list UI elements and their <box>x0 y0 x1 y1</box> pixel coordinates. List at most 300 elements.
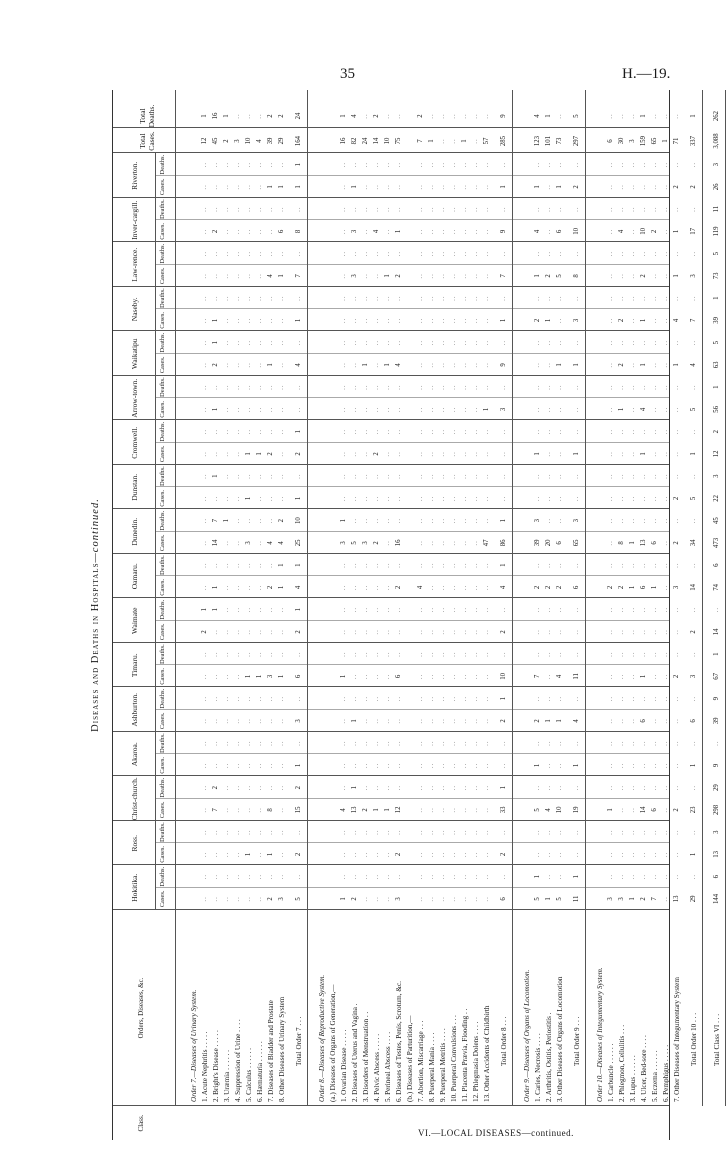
table-cell: 101 <box>545 135 552 147</box>
table-cell: .. <box>472 651 479 657</box>
table-cell: .. <box>607 517 614 524</box>
table-cell: .. <box>573 829 580 835</box>
table-cell: .. <box>461 451 468 457</box>
table-cell: .. <box>267 629 274 635</box>
table-cell: .. <box>267 428 274 435</box>
table-cell: 1 <box>267 185 274 189</box>
table-cell: 2 <box>295 852 302 857</box>
table-cell: 1 <box>295 318 302 323</box>
table-cell: 1 <box>690 452 697 456</box>
table-cell: .. <box>201 451 208 457</box>
table-cell: .. <box>618 113 625 119</box>
table-cell: .. <box>245 740 252 746</box>
table-cell: .. <box>384 250 391 257</box>
table-cell: 1 <box>534 452 541 456</box>
deaths-subheader: Deaths. <box>159 644 166 664</box>
table-cell: .. <box>662 718 669 724</box>
table-cell: .. <box>428 473 435 479</box>
row-label: 4. Suppression of Urine . . . . <box>234 1019 242 1102</box>
table-cell: .. <box>472 406 479 413</box>
table-cell: .. <box>373 718 380 724</box>
class-column <box>113 1106 669 1140</box>
table-cell: .. <box>267 762 274 769</box>
table-cell: .. <box>245 339 252 346</box>
table-cell: 4 <box>573 719 580 723</box>
table-cell: .. <box>384 851 391 858</box>
table-cell: .. <box>201 784 208 791</box>
table-cell: .. <box>690 384 697 390</box>
table-cell: .. <box>428 651 435 657</box>
table-cell: .. <box>256 161 263 168</box>
table-cell: .. <box>450 629 457 635</box>
table-cell: .. <box>395 451 402 457</box>
table-cell: .. <box>384 540 391 546</box>
table-cell: .. <box>295 651 302 657</box>
table-cell: .. <box>384 562 391 568</box>
table-cell: 74 <box>713 583 720 591</box>
rotated-table-region <box>90 90 721 1140</box>
table-cell: .. <box>340 339 347 346</box>
table-cell: .. <box>384 695 391 702</box>
table-cell: .. <box>483 718 490 724</box>
table-cell: .. <box>384 517 391 524</box>
table-cell: .. <box>201 517 208 524</box>
table-cell: .. <box>651 362 658 368</box>
table-cell: .. <box>384 384 391 390</box>
section-rule <box>585 90 586 1106</box>
table-cell: .. <box>651 451 658 457</box>
table-cell: .. <box>461 718 468 724</box>
table-cell: .. <box>439 629 446 635</box>
table-cell: .. <box>201 540 208 546</box>
table-cell: .. <box>373 339 380 346</box>
table-cell: .. <box>362 629 369 635</box>
table-cell: 56 <box>713 405 720 413</box>
table-cell: .. <box>483 584 490 591</box>
table-cell: .. <box>556 517 563 524</box>
table-cell: .. <box>245 184 252 190</box>
table-cell: 1 <box>351 719 358 723</box>
table-cell: .. <box>234 540 241 546</box>
table-cell: .. <box>545 406 552 413</box>
table-cell: 6 <box>651 808 658 812</box>
table-cell: 10 <box>556 806 563 814</box>
table-cell: .. <box>662 113 669 119</box>
table-cell: 16 <box>212 112 219 120</box>
table-cell: .. <box>713 606 720 613</box>
table-cell: .. <box>362 762 369 769</box>
table-cell: .. <box>245 473 252 479</box>
table-cell: 8 <box>295 229 302 234</box>
table-cell: .. <box>483 206 490 212</box>
table-cell: 3 <box>351 229 358 234</box>
table-cell: 1 <box>545 114 552 118</box>
table-cell: .. <box>651 161 658 168</box>
table-cell: 7 <box>212 518 219 523</box>
table-cell: .. <box>223 540 230 546</box>
table-cell: .. <box>545 784 552 791</box>
table-cell: .. <box>428 562 435 568</box>
table-cell: 1 <box>267 363 274 367</box>
table-cell: .. <box>607 228 614 235</box>
cases-subheader: Cases. <box>159 667 166 685</box>
table-cell: .. <box>201 228 208 235</box>
cases-subheader: Cases. <box>159 890 166 908</box>
table-cell: .. <box>450 517 457 524</box>
table-cell: .. <box>439 495 446 502</box>
table-cell: .. <box>384 317 391 324</box>
table-cell: .. <box>461 695 468 702</box>
table-cell: .. <box>234 317 241 324</box>
table-cell: 2 <box>351 897 358 901</box>
table-cell: .. <box>278 495 285 502</box>
table-cell: .. <box>662 206 669 212</box>
table-cell: 4 <box>640 407 647 412</box>
table-cell: .. <box>607 762 614 769</box>
table-cell: .. <box>651 517 658 524</box>
table-cell: .. <box>483 784 490 791</box>
table-cell: .. <box>461 362 468 368</box>
table-cell: .. <box>245 295 252 301</box>
table-cell: 1 <box>295 763 302 768</box>
table-cell: .. <box>534 562 541 568</box>
table-cell: .. <box>417 206 424 212</box>
table-cell: .. <box>662 873 669 880</box>
cases-subheader: Cases. <box>159 489 166 507</box>
table-cell: .. <box>245 629 252 635</box>
table-cell: 1 <box>428 139 435 143</box>
table-cell: .. <box>223 184 230 190</box>
table-cell: 30 <box>618 137 625 145</box>
table-cell: 20 <box>545 539 552 547</box>
table-cell: .. <box>384 606 391 613</box>
table-cell: .. <box>223 317 230 324</box>
table-cell: 4 <box>373 229 380 234</box>
table-cell: .. <box>483 428 490 435</box>
table-cell: .. <box>278 651 285 657</box>
table-cell: .. <box>662 807 669 813</box>
table-cell: 1 <box>278 585 285 590</box>
row-label: Total Order 9 . . . <box>573 1016 581 1066</box>
table-cell: .. <box>500 161 507 168</box>
table-cell: .. <box>556 206 563 212</box>
table-cell: .. <box>673 295 680 301</box>
table-cell: .. <box>556 740 563 746</box>
table-cell: .. <box>690 562 697 568</box>
table-row <box>544 90 554 1106</box>
table-cell: .. <box>461 228 468 235</box>
row-label: 5. Perineal Abscess . . . . <box>384 1031 392 1102</box>
table-cell: 1 <box>245 496 252 501</box>
table-cell: .. <box>640 784 647 791</box>
table-cell: 5 <box>713 340 720 345</box>
table-cell: 13 <box>713 850 720 858</box>
table-cell: .. <box>556 161 563 168</box>
table-cell: .. <box>545 295 552 301</box>
table-cell: .. <box>340 562 347 568</box>
table-cell: .. <box>245 562 252 568</box>
table-cell: .. <box>472 339 479 346</box>
table-cell: .. <box>534 384 541 390</box>
table-cell: .. <box>395 740 402 746</box>
table-cell: .. <box>201 384 208 390</box>
table-cell: .. <box>618 206 625 212</box>
table-cell: .. <box>472 206 479 212</box>
table-cell: .. <box>340 695 347 702</box>
table-cell: .. <box>223 651 230 657</box>
hospital-header: Naseby. <box>129 297 139 322</box>
table-cell: .. <box>267 829 274 835</box>
table-cell: .. <box>607 695 614 702</box>
table-cell: .. <box>362 695 369 702</box>
table-cell: 1 <box>212 318 219 323</box>
table-cell: .. <box>483 829 490 835</box>
table-cell: .. <box>651 606 658 613</box>
table-cell: .. <box>573 629 580 635</box>
table-cell: .. <box>690 517 697 524</box>
table-cell: 3 <box>362 541 369 545</box>
table-cell: 1 <box>384 363 391 367</box>
table-row <box>361 90 371 1106</box>
table-cell: .. <box>472 740 479 746</box>
table-cell: .. <box>629 562 636 568</box>
table-cell: .. <box>373 428 380 435</box>
table-cell: 2 <box>267 585 274 590</box>
table-cell: .. <box>500 829 507 835</box>
table-cell: .. <box>439 851 446 858</box>
table-cell: 9 <box>500 363 507 367</box>
table-cell: .. <box>234 762 241 769</box>
table-cell: 2 <box>500 719 507 723</box>
table-cell: .. <box>351 762 358 769</box>
table-cell: 4 <box>534 229 541 234</box>
table-cell: .. <box>278 428 285 435</box>
table-cell: .. <box>340 629 347 635</box>
deaths-subheader: Deaths. <box>159 866 166 887</box>
table-cell: .. <box>545 206 552 212</box>
table-cell: .. <box>428 695 435 702</box>
table-cell: .. <box>223 740 230 746</box>
table-cell: .. <box>212 896 219 902</box>
table-cell: .. <box>439 184 446 190</box>
row-label: Total Order 8 . . . <box>500 1016 508 1066</box>
page-number: 35 <box>340 66 355 82</box>
table-cell: .. <box>417 762 424 769</box>
table-cell: 1 <box>212 340 219 345</box>
table-cell: .. <box>428 851 435 858</box>
table-cell: .. <box>256 629 263 635</box>
row-label: 4. Ulcer, Bed-sore . . . . <box>640 1035 648 1102</box>
table-cell: .. <box>472 273 479 279</box>
table-cell: 4 <box>534 114 541 118</box>
table-cell: .. <box>278 317 285 324</box>
cases-subheader: Cases. <box>159 578 166 596</box>
table-cell: .. <box>234 428 241 435</box>
cases-subheader: Cases. <box>159 534 166 552</box>
table-cell: .. <box>483 273 490 279</box>
table-cell: .. <box>428 829 435 835</box>
table-cell: .. <box>295 740 302 746</box>
table-cell: .. <box>278 250 285 257</box>
table-cell: .. <box>651 629 658 635</box>
table-cell: .. <box>461 406 468 413</box>
table-cell: .. <box>278 161 285 168</box>
table-cell: .. <box>439 228 446 235</box>
table-cell: .. <box>651 473 658 479</box>
table-cell: 4 <box>295 585 302 590</box>
table-cell: .. <box>662 695 669 702</box>
table-cell: .. <box>212 762 219 769</box>
table-cell: .. <box>439 695 446 702</box>
table-cell: .. <box>483 295 490 301</box>
table-cell: 1 <box>545 897 552 901</box>
table-cell: 1 <box>618 407 625 412</box>
table-cell: .. <box>417 562 424 568</box>
table-row <box>639 90 649 1106</box>
table-cell: .. <box>256 428 263 435</box>
table-cell: .. <box>373 273 380 279</box>
table-cell: 1 <box>629 585 636 590</box>
table-cell: .. <box>384 428 391 435</box>
table-cell: .. <box>472 695 479 702</box>
table-cell: .. <box>212 206 219 212</box>
table-cell: .. <box>690 339 697 346</box>
table-cell: .. <box>483 228 490 235</box>
table-cell: 3,088 <box>713 133 720 149</box>
table-cell: .. <box>607 629 614 635</box>
table-cell: .. <box>223 562 230 568</box>
table-cell: 1 <box>295 185 302 189</box>
table-cell: 3 <box>629 139 636 143</box>
table-cell: .. <box>556 606 563 613</box>
table-cell: .. <box>573 651 580 657</box>
table-cell: 1 <box>534 185 541 189</box>
table-cell: .. <box>234 517 241 524</box>
table-cell: .. <box>618 673 625 680</box>
table-cell: 285 <box>500 135 507 147</box>
table-cell: .. <box>340 495 347 502</box>
table-cell: .. <box>362 851 369 858</box>
table-cell: .. <box>534 362 541 368</box>
table-cell: .. <box>640 829 647 835</box>
hospital-header: Cromwell. <box>129 426 139 459</box>
table-cell: .. <box>545 384 552 390</box>
table-cell: .. <box>234 829 241 835</box>
table-cell: .. <box>534 629 541 635</box>
row-label: 5. Calculus . . . . . . <box>245 1048 253 1102</box>
table-cell: 2 <box>212 785 219 790</box>
table-cell: .. <box>640 184 647 190</box>
table-cell: .. <box>573 339 580 346</box>
table-cell: .. <box>212 851 219 858</box>
table-cell: .. <box>629 762 636 769</box>
table-cell: 2 <box>673 674 680 679</box>
table-cell: .. <box>256 829 263 835</box>
table-cell: .. <box>295 829 302 835</box>
table-cell: .. <box>201 184 208 190</box>
table-cell: .. <box>450 384 457 390</box>
table-cell: .. <box>362 517 369 524</box>
table-cell: .. <box>640 384 647 390</box>
table-cell: 12 <box>713 450 720 458</box>
table-cell: .. <box>428 540 435 546</box>
table-cell: .. <box>618 718 625 724</box>
row-label: 3. Disorders of Menstruation . . <box>362 1011 370 1102</box>
table-cell: .. <box>256 206 263 212</box>
table-cell: .. <box>340 873 347 880</box>
deaths-subheader: Deaths. <box>159 466 166 486</box>
total-cases-header: Total Cases. <box>138 131 156 151</box>
table-cell: .. <box>439 273 446 279</box>
table-cell: 11 <box>713 205 720 213</box>
table-cell: .. <box>428 451 435 457</box>
table-cell: .. <box>629 873 636 880</box>
table-cell: .. <box>607 206 614 212</box>
table-cell: .. <box>223 762 230 769</box>
table-cell: 2 <box>640 897 647 901</box>
table-cell: .. <box>351 339 358 346</box>
table-cell: .. <box>673 718 680 724</box>
table-cell: .. <box>461 495 468 502</box>
table-cell: .. <box>234 273 241 279</box>
table-cell: .. <box>362 673 369 680</box>
table-cell: .. <box>395 873 402 880</box>
table-cell: .. <box>500 384 507 390</box>
table-cell: .. <box>340 473 347 479</box>
table-cell: .. <box>439 896 446 902</box>
table-cell: .. <box>607 384 614 390</box>
table-cell: .. <box>201 406 208 413</box>
table-cell: 337 <box>690 135 697 147</box>
table-cell: .. <box>461 295 468 301</box>
table-cell: .. <box>245 807 252 813</box>
table-cell: 73 <box>713 272 720 280</box>
table-cell: 1 <box>713 296 720 300</box>
table-cell: .. <box>234 629 241 635</box>
cases-subheader: Cases. <box>159 801 166 819</box>
table-cell: 1 <box>713 385 720 389</box>
table-cell: .. <box>450 829 457 835</box>
table-cell: .. <box>373 495 380 502</box>
table-cell: 86 <box>500 539 507 547</box>
table-cell: .. <box>234 896 241 902</box>
table-cell: 1 <box>640 674 647 679</box>
table-cell: 8 <box>267 808 274 812</box>
table-cell: 11 <box>573 895 580 903</box>
table-cell: .. <box>640 428 647 435</box>
table-cell: .. <box>629 718 636 724</box>
table-cell: .. <box>267 228 274 235</box>
table-cell: .. <box>362 113 369 119</box>
table-cell: .. <box>472 517 479 524</box>
table-cell: .. <box>373 384 380 390</box>
table-cell: .. <box>651 651 658 657</box>
table-cell: .. <box>362 273 369 279</box>
table-cell: .. <box>640 295 647 301</box>
table-cell: .. <box>351 362 358 368</box>
cases-subheader: Cases. <box>159 400 166 418</box>
hospital-header: Oamaru. <box>129 563 139 590</box>
table-cell: .. <box>629 629 636 635</box>
table-cell: .. <box>384 829 391 835</box>
table-cell: .. <box>384 228 391 235</box>
table-cell: .. <box>607 317 614 324</box>
table-cell: .. <box>278 473 285 479</box>
table-cell: .. <box>545 161 552 168</box>
table-cell: .. <box>483 113 490 119</box>
table-row <box>460 90 470 1106</box>
table-cell: .. <box>673 629 680 635</box>
